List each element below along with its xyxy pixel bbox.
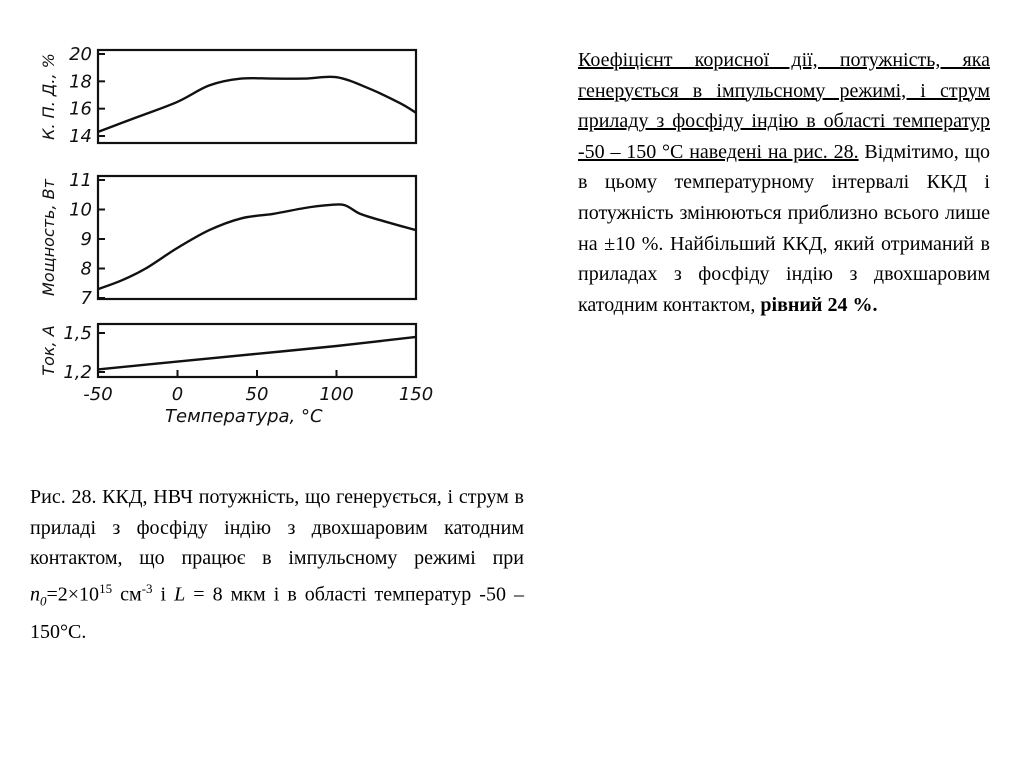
current-y-tick-label: 1,2	[63, 362, 92, 383]
efficiency-y-tick-label: 14	[69, 126, 92, 147]
power-y-tick-label: 7	[80, 288, 92, 309]
caption-L-symbol: L	[174, 583, 186, 606]
power-y-tick-label: 9	[80, 229, 92, 250]
power-y-tick-label: 10	[69, 199, 92, 221]
description-underlined: Коефіцієнт корисної дії, потужність, яка генерується в імпульсному режимі, і струм приладу з фосфіду індію в області температур -50 – 150 °С наведені на рис. 28.	[578, 49, 990, 163]
efficiency-y-tick-label: 20	[69, 44, 92, 65]
caption-n-subscript: 0	[40, 593, 47, 609]
caption-unit: см	[112, 583, 142, 606]
chart-figure	[0, 0, 560, 440]
efficiency-panel	[39, 44, 416, 147]
description-plain: Відмітимо, що в цьому температурному інтервалі ККД і потужність змінюються приблизно всього лише на ±10 %. Найбільший ККД, який отриманий в приладах з фосфіду індію з двохшаровим катодним контактом,	[578, 140, 990, 316]
x-tick-label: 150	[398, 384, 434, 405]
caption-and: і	[152, 583, 175, 606]
efficiency-y-tick-label: 18	[69, 71, 92, 93]
description-text	[578, 45, 990, 320]
caption-n-value: =2×10	[46, 583, 100, 606]
caption-unit-exponent: -3	[141, 580, 153, 596]
efficiency-y-tick-label: 16	[69, 98, 92, 120]
power-y-tick-label: 8	[80, 258, 92, 280]
x-axis-label: Температура, °С	[165, 406, 323, 427]
x-tick-label: 100	[319, 384, 354, 405]
caption-n-symbol: n	[30, 583, 40, 606]
x-tick-label: 50	[245, 384, 269, 405]
power-frame	[98, 176, 416, 299]
current-series-line	[98, 337, 416, 370]
description-bold: рівний 24 %.	[760, 293, 878, 316]
power-panel	[39, 170, 416, 309]
efficiency-y-axis-label: К. П. Д., %	[39, 53, 58, 140]
current-panel	[39, 323, 416, 383]
figure-caption	[30, 482, 524, 648]
current-frame	[98, 324, 416, 377]
x-axis	[83, 370, 433, 427]
x-tick-label: 0	[171, 384, 184, 405]
x-tick-label: -50	[83, 384, 113, 405]
current-y-tick-label: 1,5	[63, 323, 92, 344]
power-y-tick-label: 11	[69, 170, 92, 191]
caption-n-exponent: 15	[99, 580, 113, 596]
efficiency-series-line	[98, 77, 416, 132]
efficiency-frame	[98, 50, 416, 143]
current-y-axis-label: Ток, А	[39, 325, 58, 376]
caption-rest: = 8 мкм і в області температур -50 – 150°С.	[30, 583, 524, 644]
power-y-axis-label: Мощность, Вт	[39, 179, 58, 296]
caption-prefix: Рис. 28. ККД, НВЧ потужність, що генерується, і струм в приладі з фосфіду індію з двохшаровим катодним контактом, що працює в імпульсному режимі при	[30, 486, 524, 570]
power-series-line	[98, 204, 416, 289]
